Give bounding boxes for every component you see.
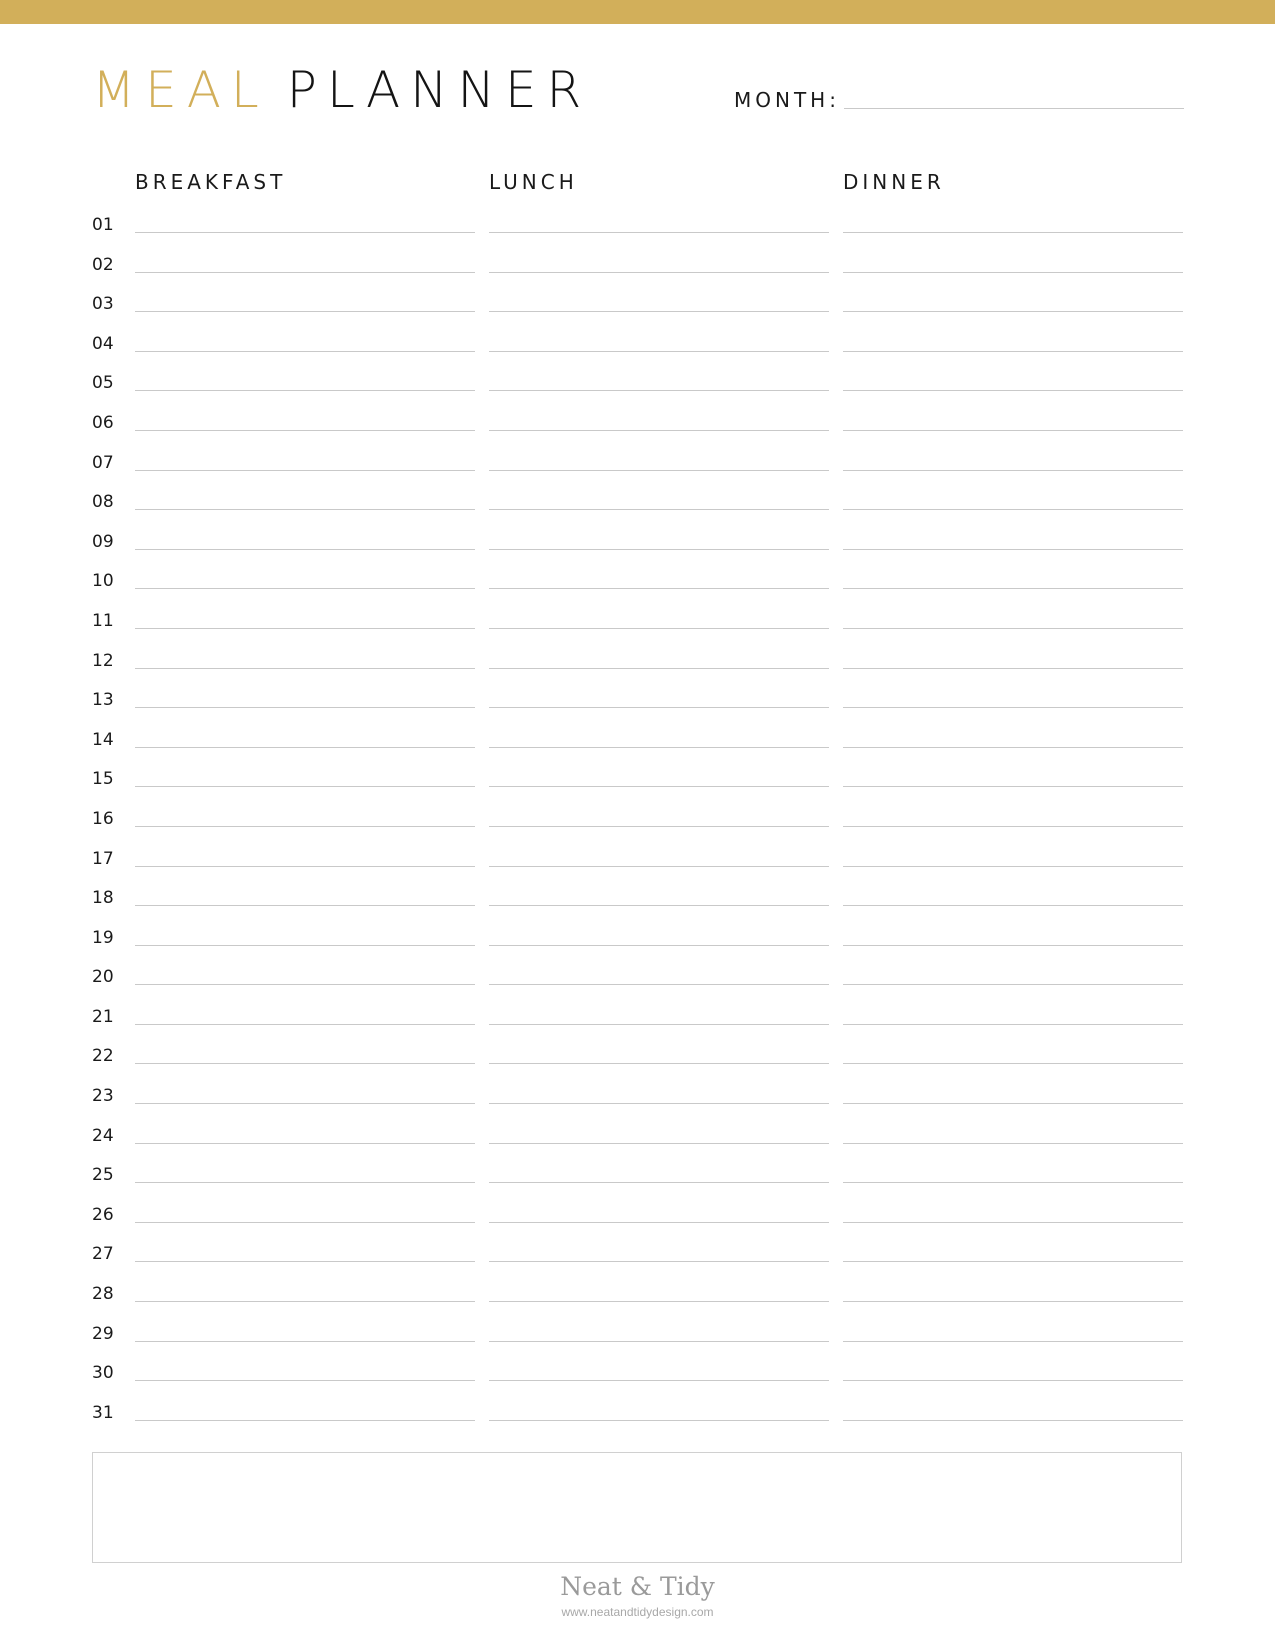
lunch-entry-line[interactable] [489, 984, 829, 985]
dinner-entry-line[interactable] [843, 866, 1183, 867]
breakfast-entry-line[interactable] [135, 1143, 475, 1144]
day-row [92, 1080, 1184, 1120]
lunch-entry-line[interactable] [489, 707, 829, 708]
dinner-entry-line[interactable] [843, 1301, 1183, 1302]
lunch-entry-line[interactable] [489, 628, 829, 629]
lunch-entry-line[interactable] [489, 272, 829, 273]
top-accent-bar [0, 0, 1275, 24]
lunch-entry-line[interactable] [489, 1380, 829, 1381]
column-header-lunch: LUNCH [489, 170, 578, 194]
day-row [92, 605, 1184, 645]
day-number: 26 [92, 1204, 114, 1225]
dinner-entry-line[interactable] [843, 1380, 1183, 1381]
day-row [92, 645, 1184, 685]
day-row [92, 843, 1184, 883]
day-number: 21 [92, 1006, 114, 1027]
dinner-entry-line[interactable] [843, 1063, 1183, 1064]
breakfast-entry-line[interactable] [135, 1182, 475, 1183]
day-number: 03 [92, 294, 114, 315]
breakfast-entry-line[interactable] [135, 1301, 475, 1302]
lunch-entry-line[interactable] [489, 351, 829, 352]
day-row [92, 1238, 1184, 1278]
lunch-entry-line[interactable] [489, 1143, 829, 1144]
dinner-entry-line[interactable] [843, 1182, 1183, 1183]
title-planner: PLANNER [286, 61, 592, 119]
dinner-entry-line[interactable] [843, 1420, 1183, 1421]
dinner-entry-line[interactable] [843, 470, 1183, 471]
breakfast-entry-line[interactable] [135, 232, 475, 233]
day-number: 14 [92, 729, 114, 750]
breakfast-entry-line[interactable] [135, 311, 475, 312]
day-number: 01 [92, 215, 114, 235]
breakfast-entry-line[interactable] [135, 1103, 475, 1104]
breakfast-entry-line[interactable] [135, 1261, 475, 1262]
dinner-entry-line[interactable] [843, 1143, 1183, 1144]
lunch-entry-line[interactable] [489, 390, 829, 391]
lunch-entry-line[interactable] [489, 1261, 829, 1262]
breakfast-entry-line[interactable] [135, 1420, 475, 1421]
lunch-entry-line[interactable] [489, 668, 829, 669]
breakfast-entry-line[interactable] [135, 707, 475, 708]
day-row [92, 1199, 1184, 1239]
day-row [92, 1278, 1184, 1318]
lunch-entry-line[interactable] [489, 549, 829, 550]
day-number: 23 [92, 1086, 114, 1107]
dinner-entry-line[interactable] [843, 311, 1183, 312]
day-rows [92, 209, 1184, 1436]
column-header-breakfast: BREAKFAST [135, 170, 287, 194]
lunch-entry-line[interactable] [489, 786, 829, 787]
day-number: 27 [92, 1244, 114, 1265]
dinner-entry-line[interactable] [843, 984, 1183, 985]
dinner-entry-line[interactable] [843, 707, 1183, 708]
day-row [92, 407, 1184, 447]
dinner-entry-line[interactable] [843, 945, 1183, 946]
dinner-entry-line[interactable] [843, 826, 1183, 827]
dinner-entry-line[interactable] [843, 1341, 1183, 1342]
breakfast-entry-line[interactable] [135, 668, 475, 669]
day-row [92, 961, 1184, 1001]
day-number: 28 [92, 1284, 114, 1305]
lunch-entry-line[interactable] [489, 905, 829, 906]
breakfast-entry-line[interactable] [135, 272, 475, 273]
breakfast-entry-line[interactable] [135, 470, 475, 471]
day-row [92, 249, 1184, 289]
breakfast-entry-line[interactable] [135, 826, 475, 827]
day-row [92, 367, 1184, 407]
lunch-entry-line[interactable] [489, 1341, 829, 1342]
day-row [92, 328, 1184, 368]
day-row [92, 1120, 1184, 1160]
day-number: 08 [92, 492, 114, 513]
lunch-entry-line[interactable] [489, 509, 829, 510]
day-row [92, 486, 1184, 526]
day-number: 05 [92, 373, 114, 394]
breakfast-entry-line[interactable] [135, 905, 475, 906]
day-number: 25 [92, 1165, 114, 1186]
day-number: 24 [92, 1125, 114, 1146]
day-row [92, 684, 1184, 724]
dinner-entry-line[interactable] [843, 430, 1183, 431]
lunch-entry-line[interactable] [489, 1301, 829, 1302]
day-number: 07 [92, 452, 114, 473]
day-number: 19 [92, 927, 114, 948]
month-field [734, 88, 1184, 112]
lunch-entry-line[interactable] [489, 1063, 829, 1064]
dinner-entry-line[interactable] [843, 1222, 1183, 1223]
day-row [92, 209, 1184, 249]
day-row [92, 724, 1184, 764]
day-number: 09 [92, 531, 114, 552]
title-meal: MEAL [92, 61, 269, 119]
day-row [92, 1318, 1184, 1358]
dinner-entry-line[interactable] [843, 747, 1183, 748]
page-title [92, 60, 591, 120]
breakfast-entry-line[interactable] [135, 786, 475, 787]
dinner-entry-line[interactable] [843, 905, 1183, 906]
lunch-entry-line[interactable] [489, 470, 829, 471]
dinner-entry-line[interactable] [843, 628, 1183, 629]
breakfast-entry-line[interactable] [135, 1063, 475, 1064]
breakfast-entry-line[interactable] [135, 1341, 475, 1342]
column-header-dinner: DINNER [843, 170, 945, 194]
day-number: 22 [92, 1046, 114, 1067]
day-row [92, 882, 1184, 922]
breakfast-entry-line[interactable] [135, 351, 475, 352]
day-row [92, 565, 1184, 605]
day-number: 31 [92, 1402, 114, 1423]
lunch-entry-line[interactable] [489, 747, 829, 748]
day-number: 20 [92, 967, 114, 988]
day-number: 12 [92, 650, 114, 671]
day-number: 29 [92, 1323, 114, 1344]
breakfast-entry-line[interactable] [135, 430, 475, 431]
day-row [92, 447, 1184, 487]
lunch-entry-line[interactable] [489, 430, 829, 431]
lunch-entry-line[interactable] [489, 1024, 829, 1025]
breakfast-entry-line[interactable] [135, 509, 475, 510]
day-row [92, 1001, 1184, 1041]
day-number: 06 [92, 412, 114, 433]
dinner-entry-line[interactable] [843, 588, 1183, 589]
lunch-entry-line[interactable] [489, 866, 829, 867]
lunch-entry-line[interactable] [489, 232, 829, 233]
dinner-entry-line[interactable] [843, 1024, 1183, 1025]
day-row [92, 922, 1184, 962]
day-number: 30 [92, 1363, 114, 1384]
dinner-entry-line[interactable] [843, 272, 1183, 273]
notes-box[interactable] [92, 1452, 1182, 1563]
dinner-entry-line[interactable] [843, 232, 1183, 233]
lunch-entry-line[interactable] [489, 311, 829, 312]
lunch-entry-line[interactable] [489, 1182, 829, 1183]
day-row [92, 1397, 1184, 1437]
dinner-entry-line[interactable] [843, 509, 1183, 510]
month-label: MONTH: [734, 88, 840, 112]
breakfast-entry-line[interactable] [135, 747, 475, 748]
day-row [92, 763, 1184, 803]
day-number: 04 [92, 333, 114, 354]
breakfast-entry-line[interactable] [135, 390, 475, 391]
brand-logo-text: Neat & Tidy [560, 1572, 715, 1601]
day-number: 13 [92, 690, 114, 711]
dinner-entry-line[interactable] [843, 1103, 1183, 1104]
dinner-entry-line[interactable] [843, 549, 1183, 550]
breakfast-entry-line[interactable] [135, 549, 475, 550]
breakfast-entry-line[interactable] [135, 866, 475, 867]
dinner-entry-line[interactable] [843, 1261, 1183, 1262]
lunch-entry-line[interactable] [489, 1222, 829, 1223]
brand-url: www.neatandtidydesign.com [561, 1605, 714, 1619]
breakfast-entry-line[interactable] [135, 588, 475, 589]
lunch-entry-line[interactable] [489, 588, 829, 589]
dinner-entry-line[interactable] [843, 668, 1183, 669]
breakfast-entry-line[interactable] [135, 1024, 475, 1025]
month-input-line[interactable] [844, 108, 1184, 109]
lunch-entry-line[interactable] [489, 826, 829, 827]
breakfast-entry-line[interactable] [135, 984, 475, 985]
day-number: 11 [92, 610, 114, 631]
breakfast-entry-line[interactable] [135, 945, 475, 946]
day-number: 02 [92, 254, 114, 275]
dinner-entry-line[interactable] [843, 351, 1183, 352]
breakfast-entry-line[interactable] [135, 1222, 475, 1223]
day-row [92, 1040, 1184, 1080]
lunch-entry-line[interactable] [489, 1103, 829, 1104]
breakfast-entry-line[interactable] [135, 628, 475, 629]
day-number: 18 [92, 888, 114, 909]
day-row [92, 526, 1184, 566]
lunch-entry-line[interactable] [489, 1420, 829, 1421]
day-number: 10 [92, 571, 114, 592]
day-row [92, 288, 1184, 328]
day-row [92, 1357, 1184, 1397]
lunch-entry-line[interactable] [489, 945, 829, 946]
day-row [92, 1159, 1184, 1199]
dinner-entry-line[interactable] [843, 786, 1183, 787]
day-number: 17 [92, 848, 114, 869]
day-row [92, 803, 1184, 843]
breakfast-entry-line[interactable] [135, 1380, 475, 1381]
dinner-entry-line[interactable] [843, 390, 1183, 391]
day-number: 15 [92, 769, 114, 790]
day-number: 16 [92, 808, 114, 829]
